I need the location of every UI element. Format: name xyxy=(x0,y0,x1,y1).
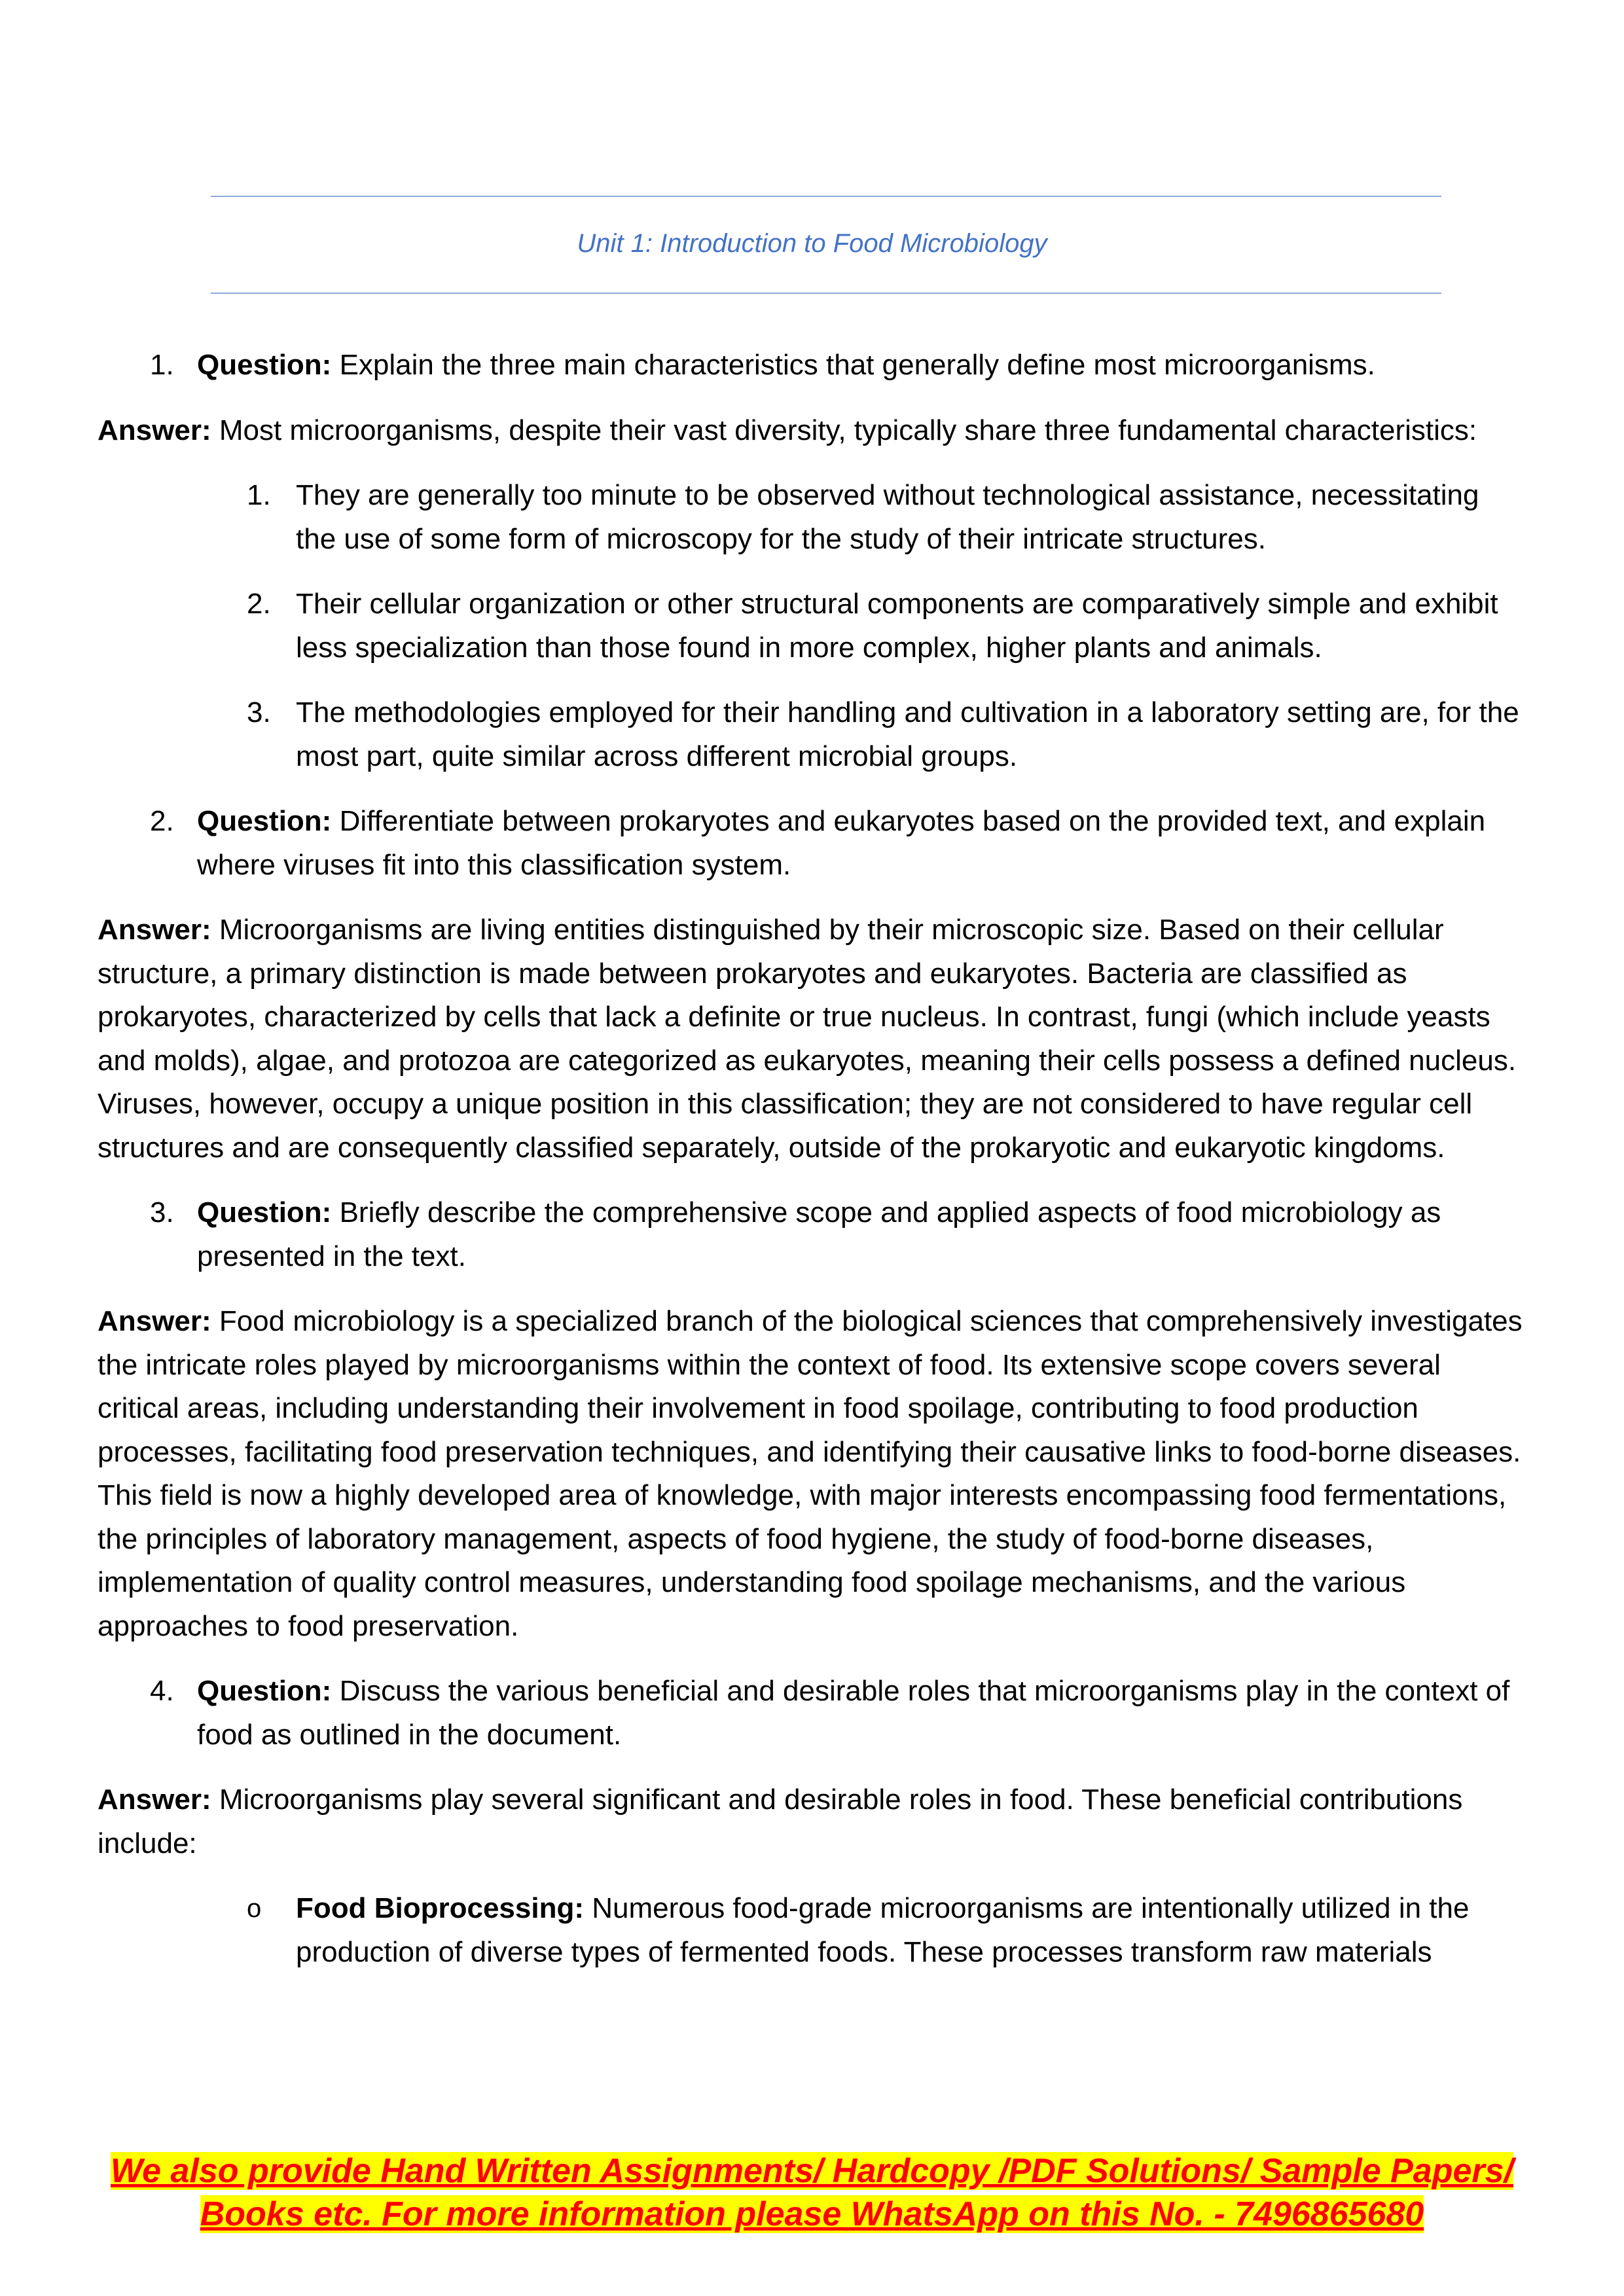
promo-footer-line-1: We also provide Hand Written Assignments/ Hardcopy /PDF Solutions/ Sample Papers/ xyxy=(110,2152,1514,2190)
question-item xyxy=(98,1670,1525,1757)
answer-text: Most microorganisms, despite their vast diversity, typically share three fundamental characteristics: xyxy=(219,414,1477,446)
sub-item-text: Their cellular organization or other structural components are comparatively simple and exhibit less specialization than those found in more complex, higher plants and animals. xyxy=(296,588,1498,664)
promo-footer-line-2: Books etc. For more information please WhatsApp on this No. - 7496865680 xyxy=(200,2195,1424,2233)
question-number: 1. xyxy=(150,349,174,381)
numbered-sub-item xyxy=(98,474,1525,561)
question-label: Question: xyxy=(197,1675,332,1707)
answer-label: Answer: xyxy=(98,414,211,446)
bullet-marker: o xyxy=(247,1894,262,1923)
numbered-sub-item xyxy=(98,691,1525,778)
answer-paragraph xyxy=(98,409,1525,453)
header-top-rule xyxy=(211,196,1441,197)
question-text: Discuss the various beneficial and desirable roles that microorganisms play in the context of food as outlined in the document. xyxy=(197,1675,1510,1751)
question-item xyxy=(98,1191,1525,1278)
question-number: 3. xyxy=(150,1196,174,1229)
sub-item-number: 2. xyxy=(247,588,271,620)
sub-item-text: The methodologies employed for their handling and cultivation in a laboratory setting are, for the most part, quite similar across different microbial groups. xyxy=(296,696,1519,772)
answer-paragraph xyxy=(98,1300,1525,1648)
sub-item-number: 3. xyxy=(247,696,271,728)
question-label: Question: xyxy=(197,805,332,837)
sub-item-heading: Food Bioprocessing: xyxy=(296,1892,584,1924)
promo-footer xyxy=(0,2149,1624,2236)
answer-text: Food microbiology is a specialized branch of the biological sciences that comprehensively investigates the intricate roles played by microorganisms within the context of food. Its extensive scope covers several critical areas, including understanding their involvement in food spoilage, contributing to food production processes, facilitating food preservation techniques, and identifying their causative links to food-borne diseases. This field is now a highly developed area of knowledge, with major interests encompassing food fermentations, the principles of laboratory management, aspects of food hygiene, the study of food-borne diseases, implementation of quality control measures, understanding food spoilage mechanisms, and the various approaches to food preservation. xyxy=(98,1305,1523,1642)
answer-text: Microorganisms are living entities distinguished by their microscopic size. Based on their cellular structure, a primary distinction is made between prokaryotes and eukaryotes. Bacteria are classified as prokaryotes, characterized by cells that lack a definite or true nucleus. In contrast, fungi (which include yeasts and molds), algae, and protozoa are categorized as eukaryotes, meaning their cells possess a defined nucleus. Viruses, however, occupy a unique position in this classification; they are not considered to have regular cell structures and are consequently classified separately, outside of the prokaryotic and eukaryotic kingdoms. xyxy=(98,914,1517,1164)
sub-item-text: Numerous food-grade microorganisms are intentionally utilized in the production of diverse types of fermented foods. These processes transform raw materials xyxy=(296,1892,1470,1968)
answer-paragraph xyxy=(98,908,1525,1170)
question-number: 2. xyxy=(150,805,174,837)
answer-label: Answer: xyxy=(98,1305,211,1337)
answer-label: Answer: xyxy=(98,1784,211,1816)
question-text: Differentiate between prokaryotes and eukaryotes based on the provided text, and explain where viruses fit into this classification system. xyxy=(197,805,1486,881)
question-text: Explain the three main characteristics that generally define most microorganisms. xyxy=(339,349,1375,381)
answer-label: Answer: xyxy=(98,914,211,946)
bulleted-sub-item xyxy=(98,1887,1525,1974)
document-body xyxy=(98,344,1525,1996)
page-header-title: Unit 1: Introduction to Food Microbiology xyxy=(577,229,1047,258)
question-text: Briefly describe the comprehensive scope and applied aspects of food microbiology as presented in the text. xyxy=(197,1196,1441,1272)
answer-paragraph xyxy=(98,1778,1525,1865)
question-item xyxy=(98,344,1525,387)
question-label: Question: xyxy=(197,1196,332,1229)
question-item xyxy=(98,800,1525,887)
header-bottom-rule xyxy=(211,293,1441,294)
sub-item-text: They are generally too minute to be observed without technological assistance, necessitating the use of some form of microscopy for the study of their intricate structures. xyxy=(296,479,1479,555)
sub-item-number: 1. xyxy=(247,479,271,511)
question-number: 4. xyxy=(150,1675,174,1707)
answer-text: Microorganisms play several significant and desirable roles in food. These beneficial contributions include: xyxy=(98,1784,1463,1859)
numbered-sub-item xyxy=(98,583,1525,670)
question-label: Question: xyxy=(197,349,332,381)
